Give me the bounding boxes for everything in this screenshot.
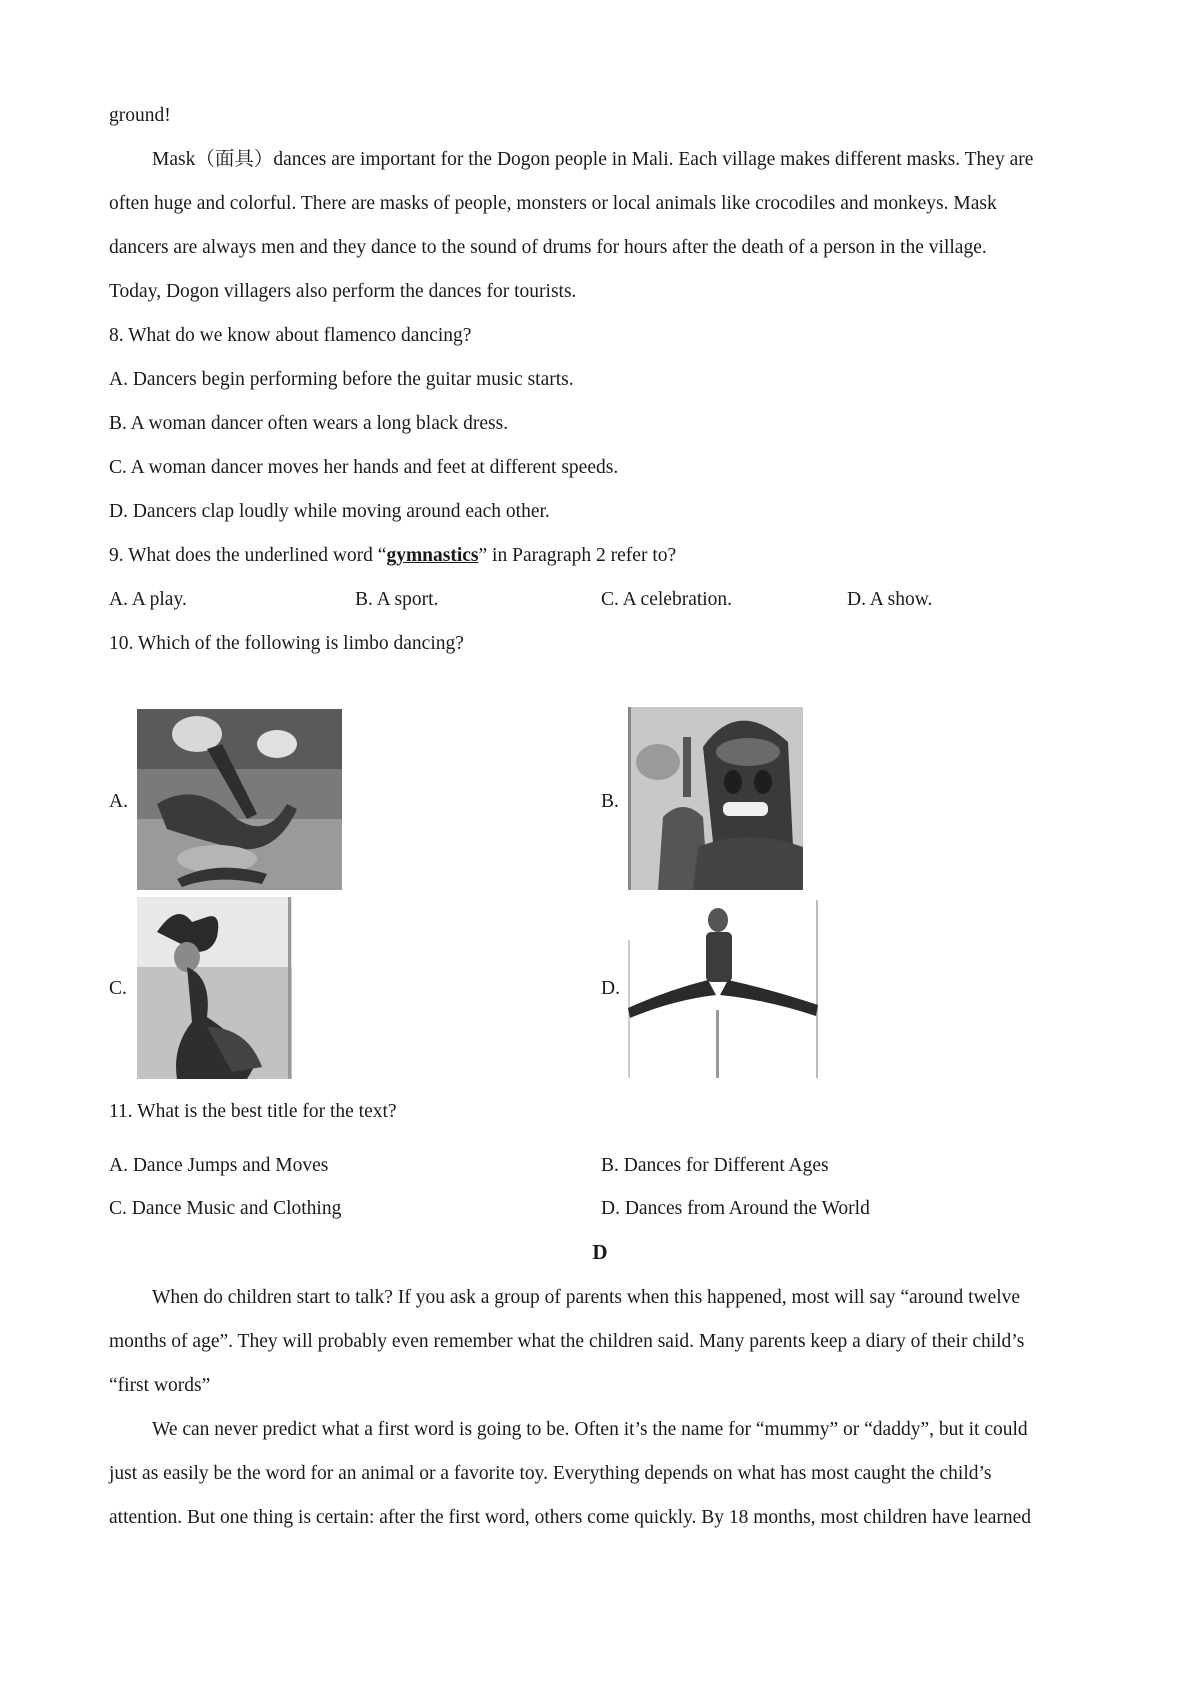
paragraph-line: attention. But one thing is certain: after the first word, others come quickly. By 18 months, most children have learned xyxy=(109,1507,1032,1528)
option-c: C. A woman dancer moves her hands and feet at different speeds. xyxy=(109,457,619,478)
mask-dancer-photo-icon xyxy=(628,707,803,890)
paragraph-line: We can never predict what a first word is going to be. Often it’s the name for “mummy” or “daddy”, but it could xyxy=(152,1419,1028,1440)
option-d: D. A show. xyxy=(847,589,933,610)
option-a-image xyxy=(137,709,342,890)
option-a: A. Dancers begin performing before the guitar music starts. xyxy=(109,369,574,390)
section-heading: D xyxy=(592,1240,608,1264)
underlined-word: gymnastics xyxy=(386,545,479,566)
option-b-image xyxy=(628,707,803,890)
option-d-image xyxy=(628,900,820,1078)
option-a: A. Dance Jumps and Moves xyxy=(109,1155,329,1176)
option-c-image xyxy=(137,897,292,1079)
option-b: B. A sport. xyxy=(355,589,439,610)
option-a-label: A. xyxy=(109,791,128,812)
option-a: A. A play. xyxy=(109,589,187,610)
question-stem: 11. What is the best title for the text? xyxy=(109,1101,397,1122)
option-d: D. Dancers clap loudly while moving around each other. xyxy=(109,501,550,522)
option-b: B. A woman dancer often wears a long black dress. xyxy=(109,413,509,434)
split-jump-photo-icon xyxy=(628,900,820,1078)
flamenco-photo-icon xyxy=(137,897,292,1079)
option-c: C. Dance Music and Clothing xyxy=(109,1198,342,1219)
paragraph-line: dancers are always men and they dance to the sound of drums for hours after the death of a person in the village. xyxy=(109,237,987,258)
stem-after: ” in Paragraph 2 refer to? xyxy=(478,545,677,566)
limbo-photo-icon xyxy=(137,709,342,890)
paragraph-line: When do children start to talk? If you ask a group of parents when this happened, most will say “around twelve xyxy=(152,1287,1021,1308)
stem-before: 9. What does the underlined word “ xyxy=(109,545,387,566)
option-b-label: B. xyxy=(601,791,619,812)
question-stem: 10. Which of the following is limbo dancing? xyxy=(109,633,464,654)
option-d-label: D. xyxy=(601,978,620,999)
question-stem xyxy=(109,544,676,568)
option-d: D. Dances from Around the World xyxy=(601,1198,870,1219)
question-stem: 8. What do we know about flamenco dancing? xyxy=(109,325,472,346)
option-c-label: C. xyxy=(109,978,127,999)
paragraph-line: just as easily be the word for an animal or a favorite toy. Everything depends on what has most caught the child’s xyxy=(109,1463,992,1484)
option-c: C. A celebration. xyxy=(601,589,733,610)
paragraph-line: Today, Dogon villagers also perform the dances for tourists. xyxy=(109,281,577,302)
paragraph-line: months of age”. They will probably even remember what the children said. Many parents keep a diary of their child’s xyxy=(109,1331,1025,1352)
option-b: B. Dances for Different Ages xyxy=(601,1155,829,1176)
passage-fragment: ground! xyxy=(109,105,171,126)
paragraph-line: “first words” xyxy=(109,1375,211,1396)
paragraph-line: Mask（面具）dances are important for the Dogon people in Mali. Each village makes different masks. They are xyxy=(152,149,1034,170)
paragraph-line: often huge and colorful. There are masks of people, monsters or local animals like crocodiles and monkeys. Mask xyxy=(109,193,997,214)
